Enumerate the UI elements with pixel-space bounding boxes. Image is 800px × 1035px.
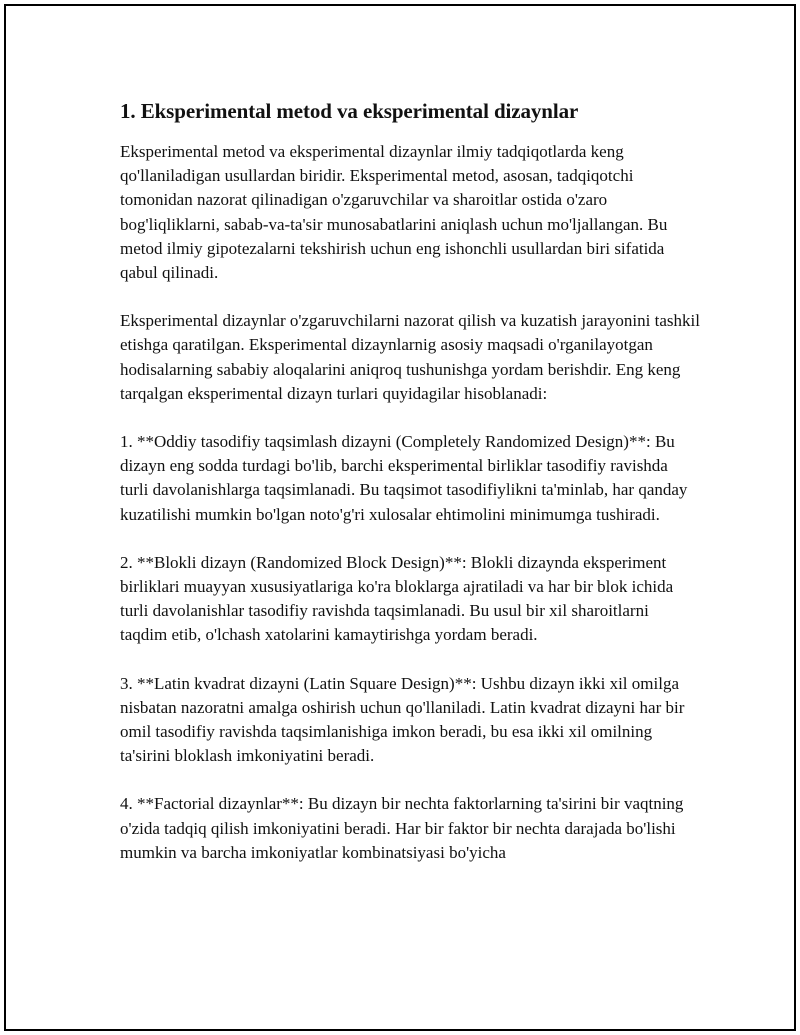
list-item-randomized-block: 2. **Blokli dizayn (Randomized Block Design)**: Blokli dizaynda eksperiment birliklari muayyan xususiyatlariga ko'ra bloklarga ajratiladi va har bir blok ichida turli davolanishlar tasodifiy ravishda taqsimlanadi. Bu usul bir xil sharoitlarni taqdim etib, o'lchash xatolarini kamaytirishga yordam beradi. <box>120 552 674 645</box>
paragraph-designs-overview: Eksperimental dizaynlar o'zgaruvchilarni nazorat qilish va kuzatish jarayonini tashkil etishga qaratilgan. Eksperimental dizaynlarnig asosiy maqsadi o'rganilayotgan hodisalarning sababiy aloqalarini aniqroq tushunishga yordam berishdir. Eng keng tarqalgan eksperimental dizayn turlari quyidagilar hisoblanadi: <box>120 311 700 403</box>
document-content <box>120 96 700 889</box>
document-page <box>4 4 796 1031</box>
list-item-factorial: 4. **Factorial dizaynlar**: Bu dizayn bir nechta faktorlarning ta'sirini bir vaqtning o'zida tadqiq qilish imkoniyatini beradi. Har bir faktor bir nechta darajada bo'lishi mumkin va barcha imkoniyatlar kombinatsiyasi bo'yicha <box>120 794 684 862</box>
paragraph-intro: Eksperimental metod va eksperimental dizaynlar ilmiy tadqiqotlarda keng qo'llaniladigan usullardan biridir. Eksperimental metod, asosan, tadqiqotchi tomonidan nazorat qilinadigan o'zgaruvchilar va sharoitlar ostida o'zaro bog'liqliklarni, sabab-va-ta'sir munosabatlarini aniqlash uchun mo'ljallangan. Bu metod ilmiy gipotezalarni tekshirish uchun eng ishonchli usullardan biri sifatida qabul qilinadi. <box>120 142 668 283</box>
section-heading: 1. Eksperimental metod va eksperimental dizaynlar <box>120 99 579 123</box>
list-item-completely-randomized: 1. **Oddiy tasodifiy taqsimlash dizayni (Completely Randomized Design)**: Bu dizayn eng sodda turdagi bo'lib, barchi eksperimental birliklar tasodifiy ravishda turli davolanishlarga taqsimlanadi. Bu taqsimot tasodifiylikni ta'minlab, har qanday kuzatilishi mumkin bo'lgan noto'g'ri xulosalar ehtimolini minimumga tushiradi. <box>120 432 688 524</box>
list-item-latin-square: 3. **Latin kvadrat dizayni (Latin Square Design)**: Ushbu dizayn ikki xil omilga nisbatan nazoratni amalga oshirish uchun qo'llaniladi. Latin kvadrat dizayni har bir omil tasodifiy ravishda taqsimlanishiga imkon beradi, bu esa ikki xil omilning ta'sirini bloklash imkoniyatini beradi. <box>120 673 685 766</box>
